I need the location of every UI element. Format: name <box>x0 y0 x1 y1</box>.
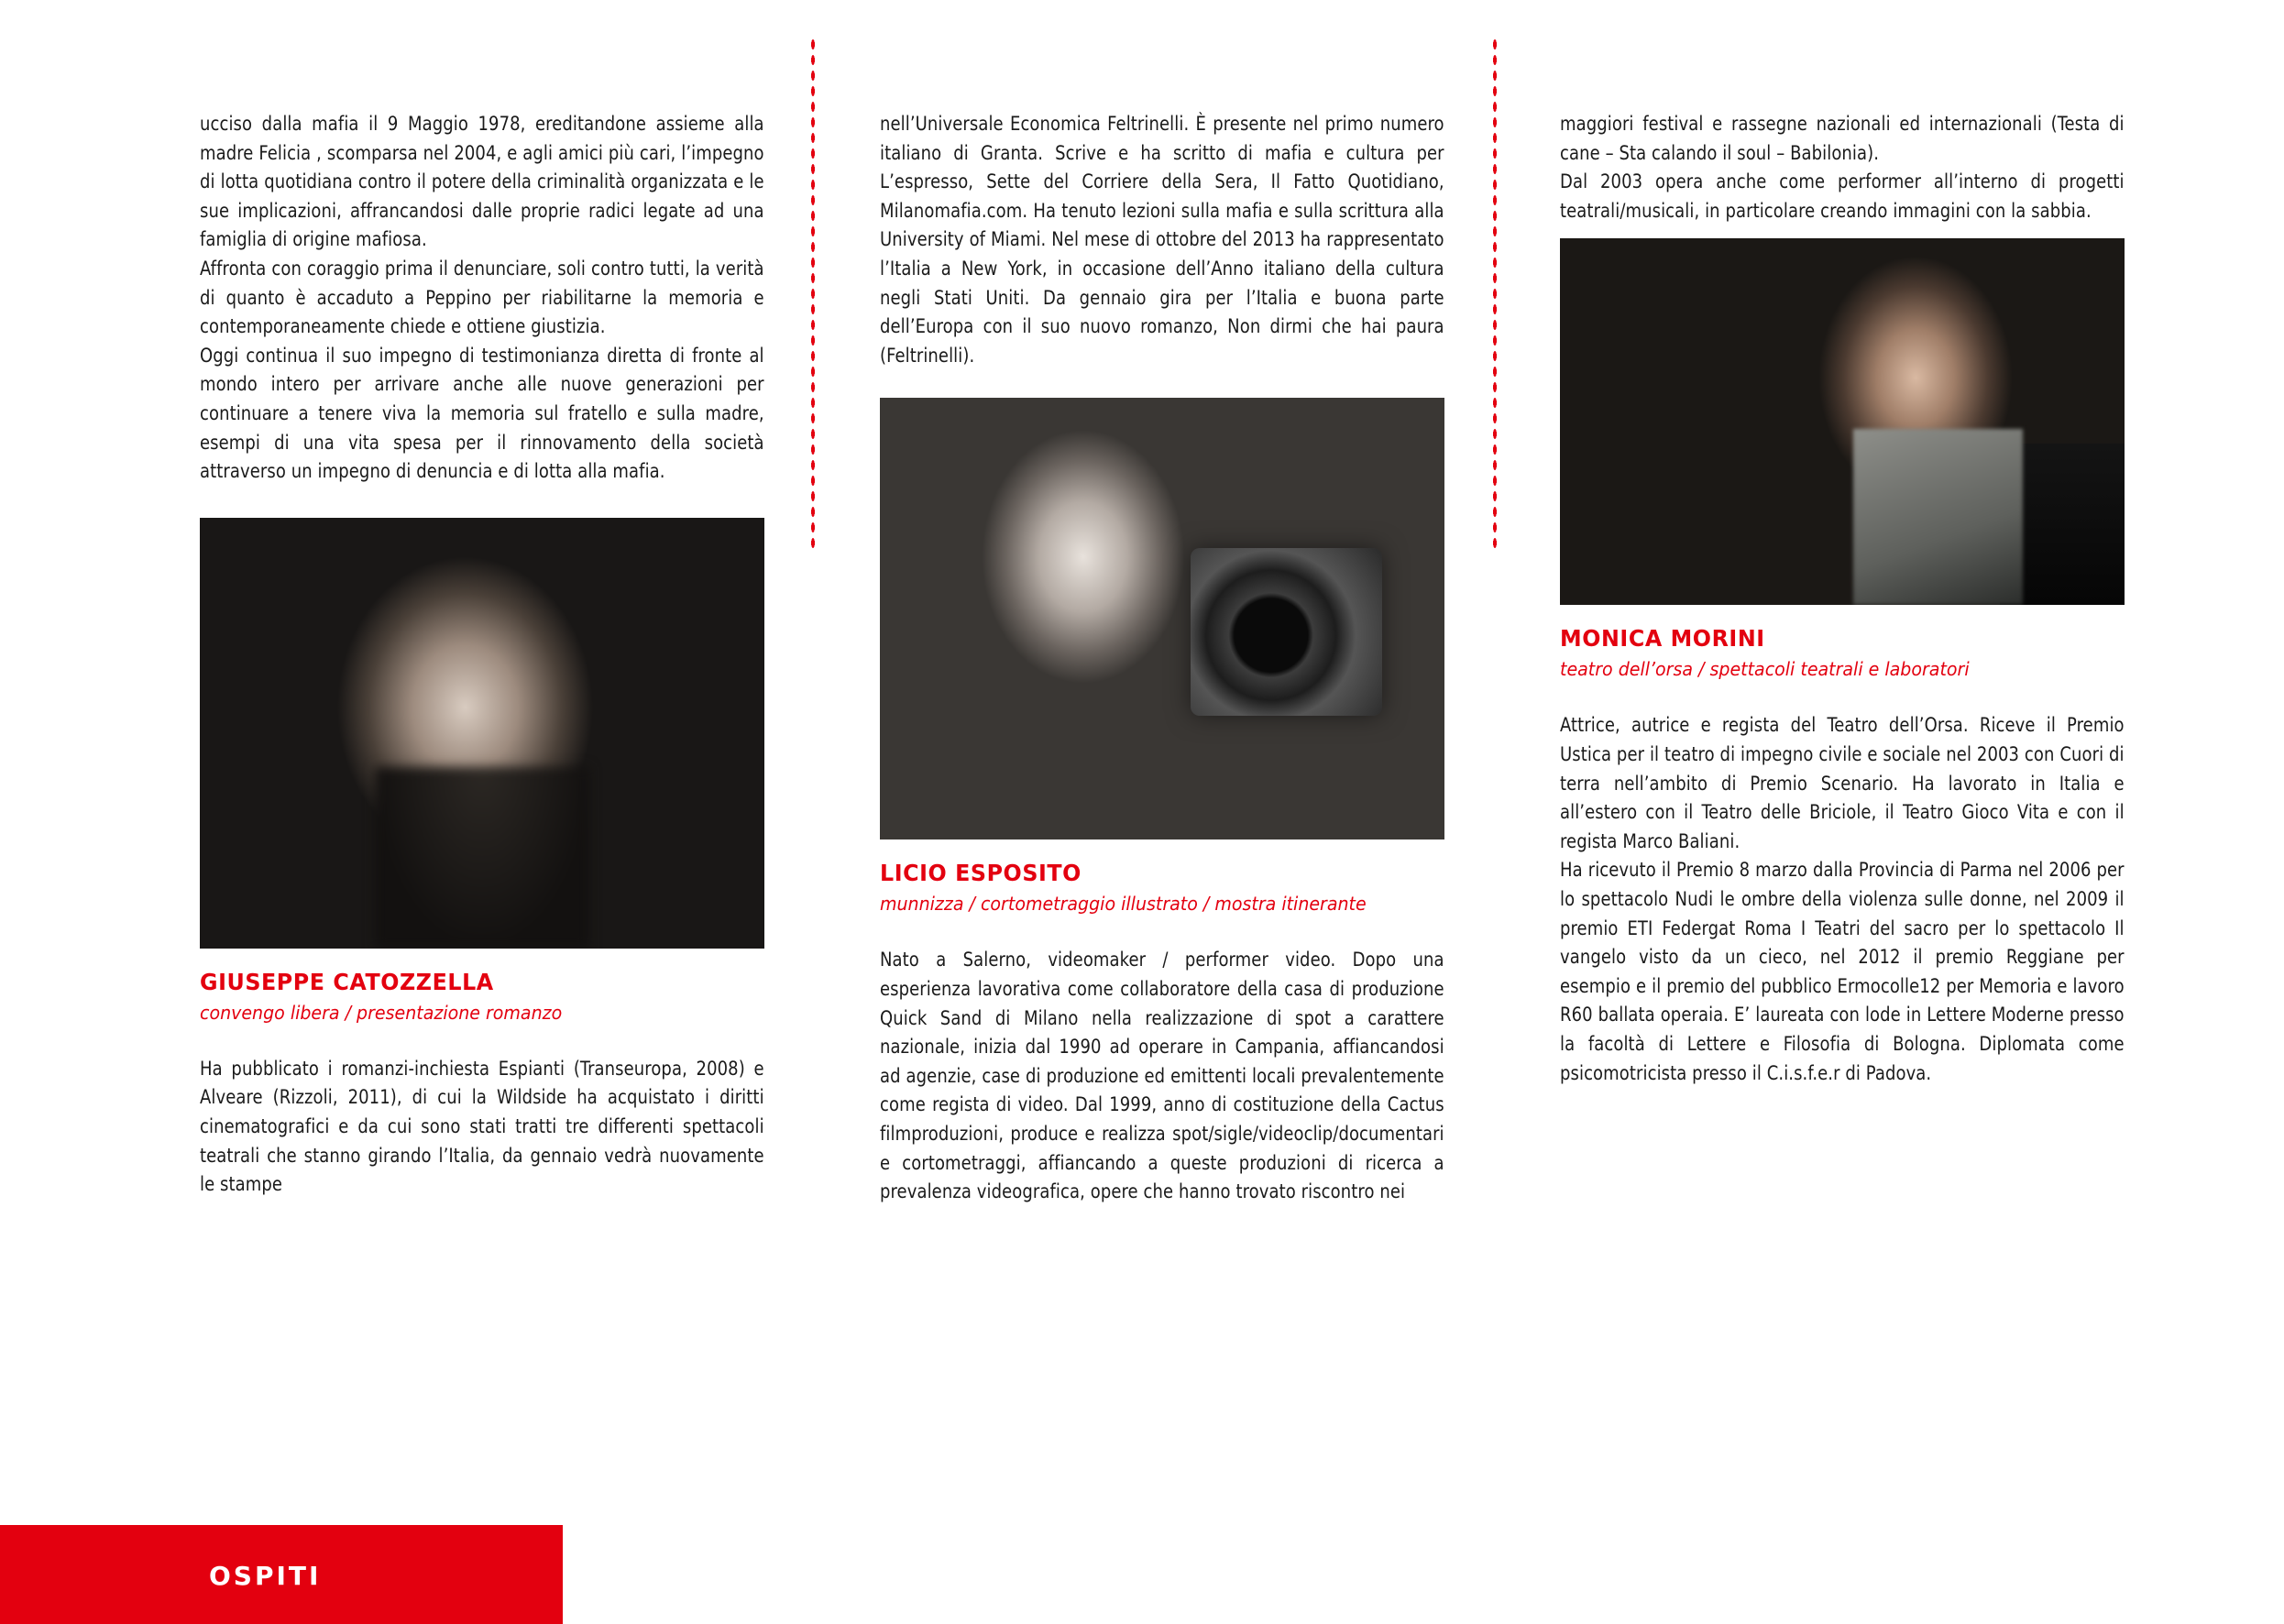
column-left-intro <box>200 110 764 487</box>
column-right-bio <box>1560 711 2125 1088</box>
column-middle-intro <box>880 110 1444 370</box>
paragraph: Ha pubblicato i romanzi-inchiesta Espianti (Transeuropa, 2008) e Alveare (Rizzoli, 2011), di cui la Wildside ha acquistato i diritti cinematografici e da cui sono stati tratti tre differenti spettacoli teatrali che stanno girando l’Italia, da gennaio vedrà nuovamente le stampe <box>200 1057 764 1197</box>
paragraph: Dal 2003 opera anche come performer all’interno di progetti teatrali/musicali, in particolare creando immagini con la sabbia. <box>1560 170 2125 223</box>
paragraph: Oggi continua il suo impegno di testimonianza diretta di fronte al mondo intero per arrivare anche alle nuove generazioni per continuare a tenere viva la memoria sul fratello e sulla madre, esempi di una vita spesa per il rinnovamento della società attraverso un impegno di denuncia e di lotta alla mafia. <box>200 344 764 484</box>
monica-morini-photo <box>1560 238 2125 605</box>
column-middle-bio <box>880 946 1444 1206</box>
column-right <box>1560 110 2125 1088</box>
column-divider-right <box>1492 37 1498 550</box>
paragraph: Ha ricevuto il Premio 8 marzo dalla Provincia di Parma nel 2006 per lo spettacolo Nudi le ombre della violenza sulle donne, nel 2009 il premio ETI Federgat Roma I Teatri del sacro per lo spettacolo Il vangelo visto da un cieco, nel 2012 il premio Reggiane per esempio e il premio del pubblico Ermocolle12 per Memoria e lavoro R60 ballata operaia. E’ laureata con lode in Lettere Moderne presso la facoltà di Lettere e Filosofia di Bologna. Diplomata come psicomotricista presso il C.i.s.f.e.r di Padova. <box>1560 859 2125 1085</box>
column-divider-left <box>810 37 816 550</box>
licio-esposito-photo <box>880 398 1444 839</box>
paragraph: Nato a Salerno, videomaker / performer video. Dopo una esperienza lavorativa come collaboratore della casa di produzione Quick Sand di Milano nella realizzazione di spot a carattere nazionale, inizia dal 1990 ad operare in Campania, affiancandosi ad agenzie, case di produzione ed emittenti locali prevalentemente come regista di video. Dal 1999, anno di costituzione della Cactus filmproduzioni, produce e realizza spot/sigle/videoclip/documentari e cortometraggi, affiancando a queste produzioni di ricerca a prevalenza videografica, opere che hanno trovato riscontro nei <box>880 949 1444 1204</box>
column-left-bio <box>200 1055 764 1200</box>
person-subtitle-morini: teatro dell’orsa / spettacoli teatrali e laboratori <box>1560 658 1970 681</box>
paragraph: maggiori festival e rassegne nazionali ed internazionali (Testa di cane – Sta calando il soul – Babilonia). <box>1560 113 2125 165</box>
spacer <box>200 1024 764 1055</box>
person-name-esposito: LICIO ESPOSITO <box>880 860 1082 887</box>
person-name-morini: MONICA MORINI <box>1560 625 1765 653</box>
footer-label: OSPITI <box>209 1561 322 1591</box>
column-middle <box>880 110 1444 1207</box>
person-subtitle-esposito: munnizza / cortometraggio illustrato / mostra itinerante <box>880 893 1367 916</box>
giuseppe-catozzella-photo <box>200 518 764 949</box>
paragraph: Attrice, autrice e regista del Teatro dell’Orsa. Riceve il Premio Ustica per il teatro di impegno civile e sociale nel 2003 con Cuori di terra nell’ambito di Premio Scenario. Ha lavorato in Italia e all’estero con il Teatro delle Briciole, il Teatro Gioco Vita e con il regista Marco Baliani. <box>1560 714 2125 853</box>
paragraph: Affronta con coraggio prima il denunciare, soli contro tutti, la verità di quanto è accaduto a Peppino per riabilitarne la memoria e contemporaneamente chiede e ottiene giustizia. <box>200 257 764 339</box>
person-subtitle-catozzella: convengo libera / presentazione romanzo <box>200 1001 563 1024</box>
spacer <box>880 915 1444 946</box>
spacer <box>1560 680 2125 711</box>
paragraph: ucciso dalla mafia il 9 Maggio 1978, ereditandone assieme alla madre Felicia , scomparsa nel 2004, e agli amici più cari, l’impegno di lotta quotidiana contro il potere della criminalità organizzata e le sue implicazioni, affrancandosi dalle proprie radici legate ad una famiglia di origine mafiosa. <box>200 113 764 252</box>
column-left <box>200 110 764 1200</box>
paragraph: nell’Universale Economica Feltrinelli. È presente nel primo numero italiano di Granta. Scrive e ha scritto di mafia e cultura per L’espresso, Sette del Corriere della Sera, Il Fatto Quotidiano, Milanomafia.com. Ha tenuto lezioni sulla mafia e sulla scrittura alla University of Miami. Nel mese di ottobre del 2013 ha rappresentato l’Italia a New York, in occasione dell’Anno italiano della cultura negli Stati Uniti. Da gennaio gira per l’Italia e buona parte dell’Europa con il suo nuovo romanzo, Non dirmi che hai paura (Feltrinelli). <box>880 113 1444 368</box>
person-name-catozzella: GIUSEPPE CATOZZELLA <box>200 968 494 995</box>
column-right-intro <box>1560 110 2125 225</box>
